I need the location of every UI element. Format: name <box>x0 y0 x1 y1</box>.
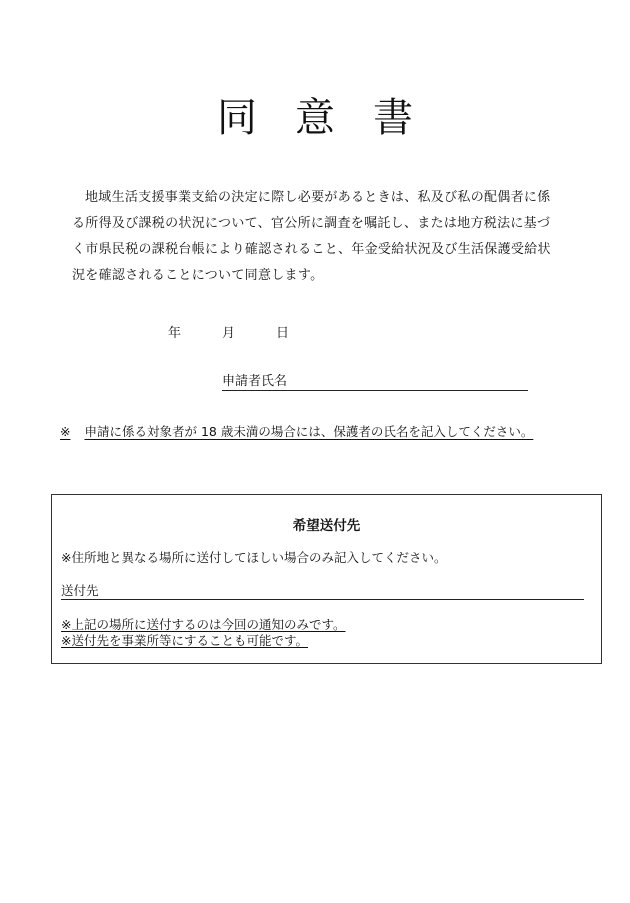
document-title: 同意書 <box>217 95 451 141</box>
note-text: 申請に係る対象者が 18 歳未満の場合には、保護者の氏名を記入してください。 <box>84 424 534 439</box>
delivery-note-once: ※上記の場所に送付するのは今回の通知のみです。 <box>61 617 346 632</box>
applicant-name-field[interactable] <box>222 374 528 391</box>
delivery-address-field[interactable] <box>61 583 584 600</box>
note-mark: ※ <box>60 424 71 439</box>
delivery-note-office: ※送付先を事業所等にすることも可能です。 <box>61 633 308 648</box>
delivery-box-title: 希望送付先 <box>292 518 361 534</box>
delivery-address-label: 送付先 <box>61 583 99 598</box>
delivery-address-box <box>51 494 602 664</box>
consent-statement: 地域生活支援事業支給の決定に際し必要があるときは、私及び私の配偶者に係る所得及び課税の状況について、官公所に調査を嘱託し、または地方税法に基づく市県民税の課税台帳により確認されること、年金受給状況及び生活保護受給状況を確認されることについて同意します。 <box>72 190 551 283</box>
month-label: 月 <box>222 326 236 341</box>
applicant-name-label: 申請者氏名 <box>222 374 288 389</box>
guardian-note <box>60 424 533 440</box>
delivery-instruction: ※住所地と異なる場所に送付してほしい場合のみ記入してください。 <box>61 550 447 565</box>
year-label: 年 <box>168 326 182 341</box>
day-label: 日 <box>276 326 290 341</box>
